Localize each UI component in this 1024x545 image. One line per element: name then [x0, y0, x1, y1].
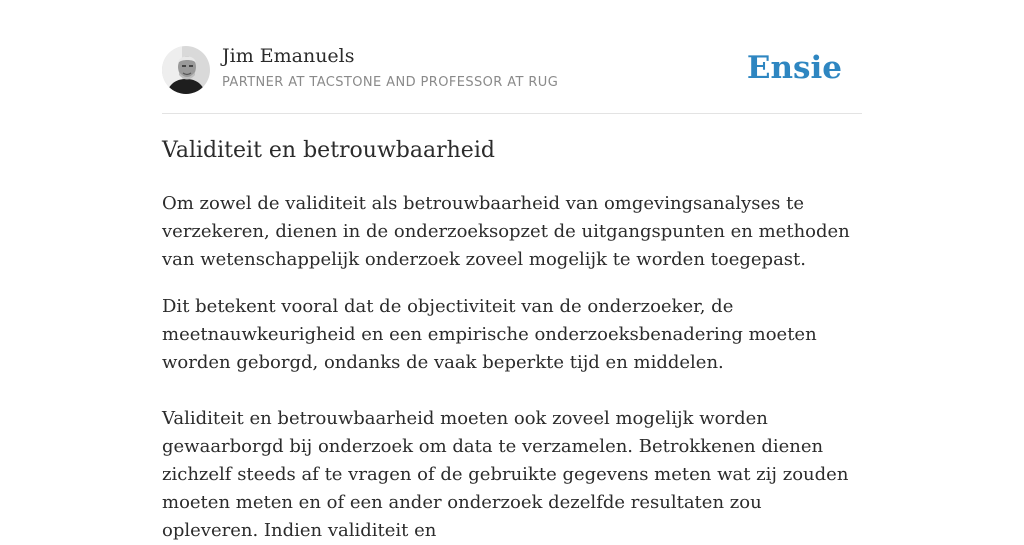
article-paragraph: Dit betekent vooral dat de objectiviteit van de onderzoeker, de meetnauwkeurigheid en een empirische onderzoeksbenadering moeten worden geborgd, ondanks de vaak beperkte tijd en middelen. [162, 296, 817, 373]
author-name[interactable]: Jim Emanuels [222, 45, 355, 67]
article-title: Validiteit en betrouwbaarheid [162, 138, 495, 163]
author-avatar[interactable] [162, 46, 210, 94]
author-portrait-icon [162, 46, 210, 94]
article-paragraph: Validiteit en betrouwbaarheid moeten ook zoveel mogelijk worden gewaarborgd bij onderzoek om data te verzamelen. Betrokkenen dienen zichzelf steeds af te vragen of de gebruikte gegevens meten wat zij zouden moeten meten en of een ander onderzoek dezelfde resultaten zou opleveren. Indien validiteit en [162, 408, 849, 541]
article-paragraph: Om zowel de validiteit als betrouwbaarheid van omgevingsanalyses te verzekeren, dienen in de onderzoeksopzet de uitgangspunten en methoden van wetenschappelijk onderzoek zoveel mogelijk te worden toegepast. [162, 193, 850, 270]
brand-logo[interactable]: Ensie [746, 50, 842, 86]
article-card [162, 0, 862, 541]
author-header [162, 0, 862, 114]
author-role: PARTNER AT TACSTONE AND PROFESSOR AT RUG [222, 75, 559, 90]
